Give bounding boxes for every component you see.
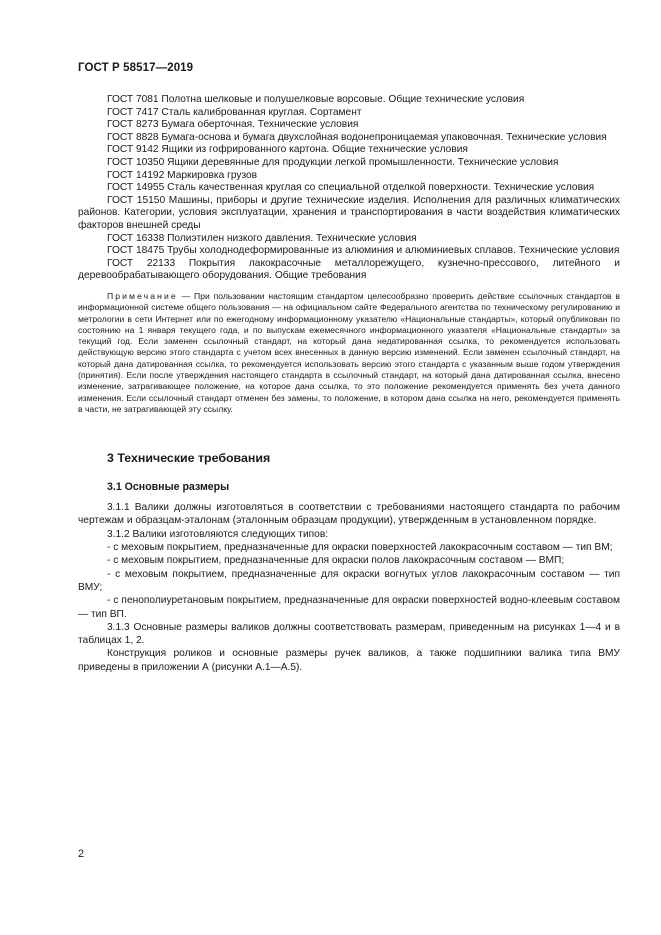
reference-item: ГОСТ 10350 Ящики деревянные для продукции легкой промышленности. Технические условия bbox=[107, 156, 559, 168]
reference-item: ГОСТ 7417 Сталь калиброванная круглая. Сортамент bbox=[107, 106, 362, 118]
list-item: - с пенополиуретановым покрытием, предназначенные для окраски поверхностей водно-клеевым составом — тип ВП. bbox=[78, 595, 620, 620]
list-item: - с меховым покрытием, предназначенные для окраски полов лакокрасочным составом — ВМП; bbox=[107, 555, 565, 567]
section-heading: 3 Технические требования bbox=[107, 451, 271, 466]
body-paragraph: Конструкция роликов и основные размеры ручек валиков, а также подшипники валика типа ВМУ приведены в приложении А (рисунки А.1—А.5). bbox=[78, 648, 620, 673]
normative-references-list bbox=[78, 94, 620, 283]
reference-item: ГОСТ 18475 Трубы холоднодеформированные из алюминия и алюминиевых сплавов. Технические условия bbox=[107, 245, 620, 257]
document-code-header: ГОСТ Р 58517—2019 bbox=[78, 62, 194, 74]
references-note bbox=[78, 291, 620, 415]
body-paragraph: 3.1.3 Основные размеры валиков должны соответствовать размерам, приведенным на рисунках 1—4 и в таблицах 1, 2. bbox=[78, 621, 620, 647]
reference-item: ГОСТ 22133 Покрытия лакокрасочные металлорежущего, кузнечно-прессового, литейного и деревообрабатывающего оборудования. Общие требования bbox=[78, 257, 620, 282]
reference-item: ГОСТ 7081 Полотна шелковые и полушелковые ворсовые. Общие технические условия bbox=[107, 94, 525, 105]
reference-item: ГОСТ 14192 Маркировка грузов bbox=[107, 169, 258, 181]
reference-item: ГОСТ 9142 Ящики из гофрированного картона. Общие технические условия bbox=[107, 144, 468, 156]
page-content bbox=[78, 94, 620, 674]
section-body bbox=[78, 501, 620, 674]
body-paragraph: 3.1.2 Валики изготовляются следующих типов: bbox=[107, 528, 329, 540]
list-item: - с меховым покрытием, предназначенные для окраски поверхностей лакокрасочным составом — тип ВМ; bbox=[107, 542, 613, 554]
reference-item: ГОСТ 15150 Машины, приборы и другие технические изделия. Исполнения для различных климатических районов. Категории, условия эксплуатации, хранения и транспортирования в части воздействия климатических факторов внешней среды bbox=[78, 194, 620, 231]
reference-item: ГОСТ 14955 Сталь качественная круглая со специальной отделкой поверхности. Технические условия bbox=[107, 182, 595, 194]
subsection-heading: 3.1 Основные размеры bbox=[107, 481, 230, 494]
page-number: 2 bbox=[78, 848, 85, 860]
note-label: Примечание bbox=[107, 290, 178, 301]
reference-item: ГОСТ 16338 Полиэтилен низкого давления. Технические условия bbox=[107, 232, 417, 244]
reference-item: ГОСТ 8828 Бумага-основа и бумага двухслойная водонепроницаемая упаковочная. Технические условия bbox=[107, 131, 607, 143]
body-paragraph: 3.1.1 Валики должны изготовляться в соответствии с требованиями настоящего стандарта по рабочим чертежам и образцам-эталонам (эталонным образцам продукции), утвержденным в установленном порядке. bbox=[78, 502, 620, 527]
list-item: - с меховым покрытием, предназначенные для окраски вогнутых углов лакокрасочным составом — тип ВМУ; bbox=[78, 568, 620, 593]
note-text: — При пользовании настоящим стандартом целесообразно проверить действие ссылочных стандартов в информационной системе общего пользования — на официальном сайте Федерального агентства по техническому регулированию и метрологии в сети Интернет или по ежегодному информационному указателю «Национальные стандарты», который опубликован по состоянию на 1 января текущего года, и по выпускам ежемесячного информационного указателя «Национальные стандарты» за текущий год. Если заменен ссылочный стандарт, на который дана недатированная ссылка, то рекомендуется использовать действующую версию этого стандарта с учетом всех внесенных в данную версию изменений. Если заменен ссылочный стандарт, на который дана датированная ссылка, то рекомендуется использовать версию этого стандарта с указанным выше годом утверждения (принятия). Если после утверждения настоящего стандарта в ссылочный стандарт, на который дана датированная ссылка, внесено изменение, затрагивающее положение, на которое дана ссылка, то это положение рекомендуется применять без учета данного изменения. Если ссылочный стандарт отменен без замены, то положение, в котором дана ссылка на него, рекомендуется применять в части, не затрагивающей эту ссылку. bbox=[78, 290, 620, 414]
reference-item: ГОСТ 8273 Бумага оберточная. Технические условия bbox=[107, 119, 359, 131]
